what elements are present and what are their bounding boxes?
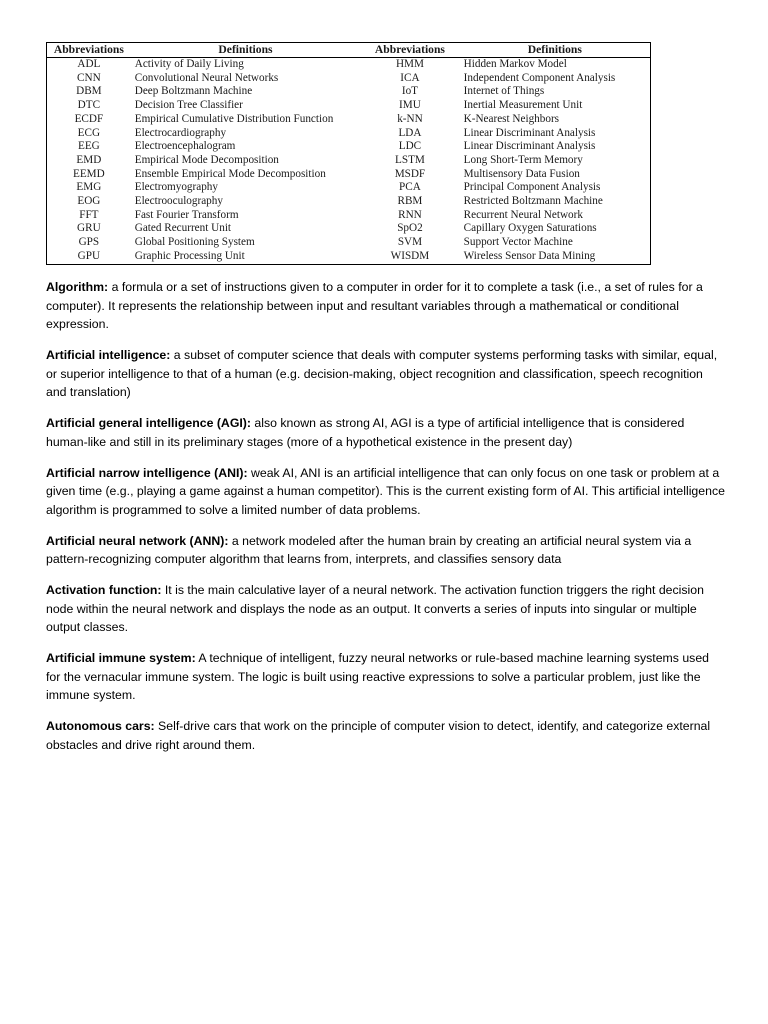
glossary-entry bbox=[46, 581, 726, 637]
definition-cell: Empirical Cumulative Distribution Function bbox=[134, 112, 334, 125]
header-definitions-2: Definitions bbox=[460, 43, 650, 58]
definition-cell: Ensemble Empirical Mode Decomposition bbox=[134, 167, 326, 180]
glossary-term: Artificial neural network (ANN): bbox=[46, 533, 229, 548]
abbreviation-cell: CNN bbox=[77, 71, 101, 84]
table-row bbox=[47, 99, 650, 113]
abbreviation-cell: HMM bbox=[395, 58, 424, 70]
glossary-definition: A technique of intelligent, fuzzy neural networks or rule-based machine learning systems used for the vernacular immune system. The logic is built using reactive expressions to solve a particular problem, just like the immune system. bbox=[46, 651, 710, 703]
table-row bbox=[47, 236, 650, 250]
definition-cell: Electroencephalogram bbox=[134, 140, 236, 153]
definition-cell: Decision Tree Classifier bbox=[134, 99, 243, 112]
definition-cell: Electrooculography bbox=[134, 195, 223, 208]
definition-cell: Restricted Boltzmann Machine bbox=[463, 195, 603, 208]
definition-cell: Principal Component Analysis bbox=[463, 181, 601, 194]
table-row bbox=[47, 154, 650, 168]
definition-cell: Wireless Sensor Data Mining bbox=[463, 249, 596, 262]
abbreviation-cell: FFT bbox=[79, 208, 99, 221]
table-row bbox=[47, 222, 650, 236]
table-row bbox=[47, 195, 650, 209]
glossary-term: Algorithm: bbox=[46, 280, 109, 294]
abbreviation-cell: GPS bbox=[78, 236, 100, 249]
definition-cell: Internet of Things bbox=[463, 85, 545, 98]
abbreviation-cell: EMD bbox=[76, 153, 102, 166]
abbreviation-cell: EOG bbox=[77, 195, 101, 208]
abbreviation-cell: EEMD bbox=[73, 167, 105, 180]
abbreviation-cell: GRU bbox=[77, 222, 101, 235]
glossary-entry bbox=[46, 346, 726, 402]
abbreviation-cell: EMG bbox=[76, 181, 102, 194]
definition-cell: Inertial Measurement Unit bbox=[463, 99, 583, 112]
abbreviation-cell: IoT bbox=[401, 85, 419, 98]
definition-cell: Long Short-Term Memory bbox=[463, 153, 583, 166]
abbreviation-cell: RNN bbox=[398, 208, 422, 221]
definition-cell: Multisensory Data Fusion bbox=[463, 167, 580, 180]
abbreviation-cell: LDC bbox=[398, 140, 422, 153]
definition-cell: Electrocardiography bbox=[134, 126, 227, 139]
abbreviation-cell: ECG bbox=[77, 126, 101, 139]
abbreviation-cell: MSDF bbox=[394, 167, 426, 180]
table-row bbox=[47, 127, 650, 141]
glossary-entry bbox=[46, 414, 726, 451]
definition-cell: Independent Component Analysis bbox=[463, 71, 616, 84]
header-abbreviations-1: Abbreviations bbox=[47, 43, 131, 58]
abbreviation-cell: SpO2 bbox=[397, 222, 423, 235]
abbreviation-cell: ICA bbox=[400, 71, 420, 84]
glossary-term: Artificial narrow intelligence (ANI): bbox=[46, 465, 248, 480]
definition-cell: Hidden Markov Model bbox=[463, 58, 567, 70]
abbreviation-cell: GPU bbox=[77, 249, 101, 262]
glossary-term: Autonomous cars: bbox=[46, 719, 155, 734]
glossary-definition: It is the main calculative layer of a neural network. The activation function triggers the right decision node within the neural network and displays the node as an output. It converts a series of inputs into singular or multiple output classes. bbox=[46, 583, 704, 635]
header-definitions-1: Definitions bbox=[131, 43, 360, 58]
glossary-entry bbox=[46, 649, 726, 705]
table-row bbox=[47, 140, 650, 154]
abbreviation-cell: SVM bbox=[397, 236, 423, 249]
definition-cell: Electromyography bbox=[134, 181, 218, 194]
definition-cell: Convolutional Neural Networks bbox=[134, 71, 279, 84]
abbreviation-cell: WISDM bbox=[390, 249, 430, 262]
table-row bbox=[47, 209, 650, 223]
glossary-definition: weak AI, ANI is an artificial intelligence that can only focus on one task or problem at a given time (e.g., playing a game against a human competitor). This is the current existing form of AI. This artificial intelligence algorithm is programmed to solve a limited number of data problems. bbox=[46, 465, 725, 517]
abbreviation-cell: DBM bbox=[76, 85, 102, 98]
table-body bbox=[47, 58, 650, 264]
abbreviations-table-frame bbox=[46, 42, 651, 265]
definition-cell: Linear Discriminant Analysis bbox=[463, 140, 596, 153]
abbreviation-cell: PCA bbox=[399, 181, 421, 194]
abbreviation-cell: DTC bbox=[77, 99, 101, 112]
table-row bbox=[47, 72, 650, 86]
definition-cell: Recurrent Neural Network bbox=[463, 208, 583, 221]
abbreviations-table bbox=[47, 43, 650, 264]
glossary-entry bbox=[46, 278, 726, 334]
glossary-entry bbox=[46, 532, 726, 569]
definition-cell: Empirical Mode Decomposition bbox=[134, 153, 279, 166]
abbreviation-cell: EEG bbox=[77, 140, 100, 153]
table-row bbox=[47, 168, 650, 182]
table-row bbox=[47, 113, 650, 127]
definition-cell: Global Positioning System bbox=[134, 236, 255, 249]
table-header-row bbox=[47, 43, 650, 58]
glossary-entry bbox=[46, 717, 726, 754]
abbreviation-cell: k-NN bbox=[397, 112, 423, 125]
glossary-definition: a network modeled after the human brain by creating an artificial neural system via a pattern-recognizing computer algorithm that learns from, interprets, and classifies sensory data bbox=[46, 533, 692, 567]
abbreviation-cell: LSTM bbox=[395, 153, 425, 166]
abbreviation-cell: IMU bbox=[399, 99, 421, 112]
header-abbreviations-2: Abbreviations bbox=[360, 43, 459, 58]
table-row bbox=[47, 250, 650, 264]
definition-cell: Activity of Daily Living bbox=[134, 58, 244, 70]
glossary-term: Artificial intelligence: bbox=[46, 348, 171, 363]
glossary-entry bbox=[46, 464, 726, 520]
glossary-definition: Self-drive cars that work on the principle of computer vision to detect, identify, and categorize external obstacles and drive right around them. bbox=[46, 719, 711, 752]
glossary-term: Activation function: bbox=[46, 583, 162, 598]
definition-cell: Capillary Oxygen Saturations bbox=[463, 222, 597, 235]
glossary-definition: a formula or a set of instructions given to a computer in order for it to complete a task (i.e., a set of rules for a computer). It represents the relationship between input and resultant variables through a mathematical or conditional expression. bbox=[46, 280, 703, 332]
definition-cell: Gated Recurrent Unit bbox=[134, 222, 232, 235]
glossary-definition: also known as strong AI, AGI is a type of artificial intelligence that is considered human-like and still in its preliminary stages (more of a hypothetical existence in the present day) bbox=[46, 416, 685, 449]
definition-cell: Graphic Processing Unit bbox=[134, 249, 245, 262]
definition-cell: Deep Boltzmann Machine bbox=[134, 85, 253, 98]
glossary-term: Artificial immune system: bbox=[46, 651, 196, 666]
table-row bbox=[47, 58, 650, 72]
glossary-term: Artificial general intelligence (AGI): bbox=[46, 416, 251, 431]
abbreviation-cell: LDA bbox=[398, 126, 422, 139]
definition-cell: Linear Discriminant Analysis bbox=[463, 126, 596, 139]
table-row bbox=[47, 181, 650, 195]
abbreviation-cell: RBM bbox=[397, 195, 423, 208]
definition-cell: K-Nearest Neighbors bbox=[463, 112, 560, 125]
abbreviation-cell: ADL bbox=[77, 58, 101, 70]
definition-cell: Fast Fourier Transform bbox=[134, 208, 239, 221]
abbreviation-cell: ECDF bbox=[74, 112, 104, 125]
definition-cell: Support Vector Machine bbox=[463, 236, 573, 249]
glossary bbox=[46, 278, 726, 767]
glossary-definition: a subset of computer science that deals with computer systems performing tasks with similar, equal, or superior intelligence to that of a human (e.g. decision-making, object recognition and classification, speech recognition and translation) bbox=[46, 348, 718, 400]
table-row bbox=[47, 85, 650, 99]
